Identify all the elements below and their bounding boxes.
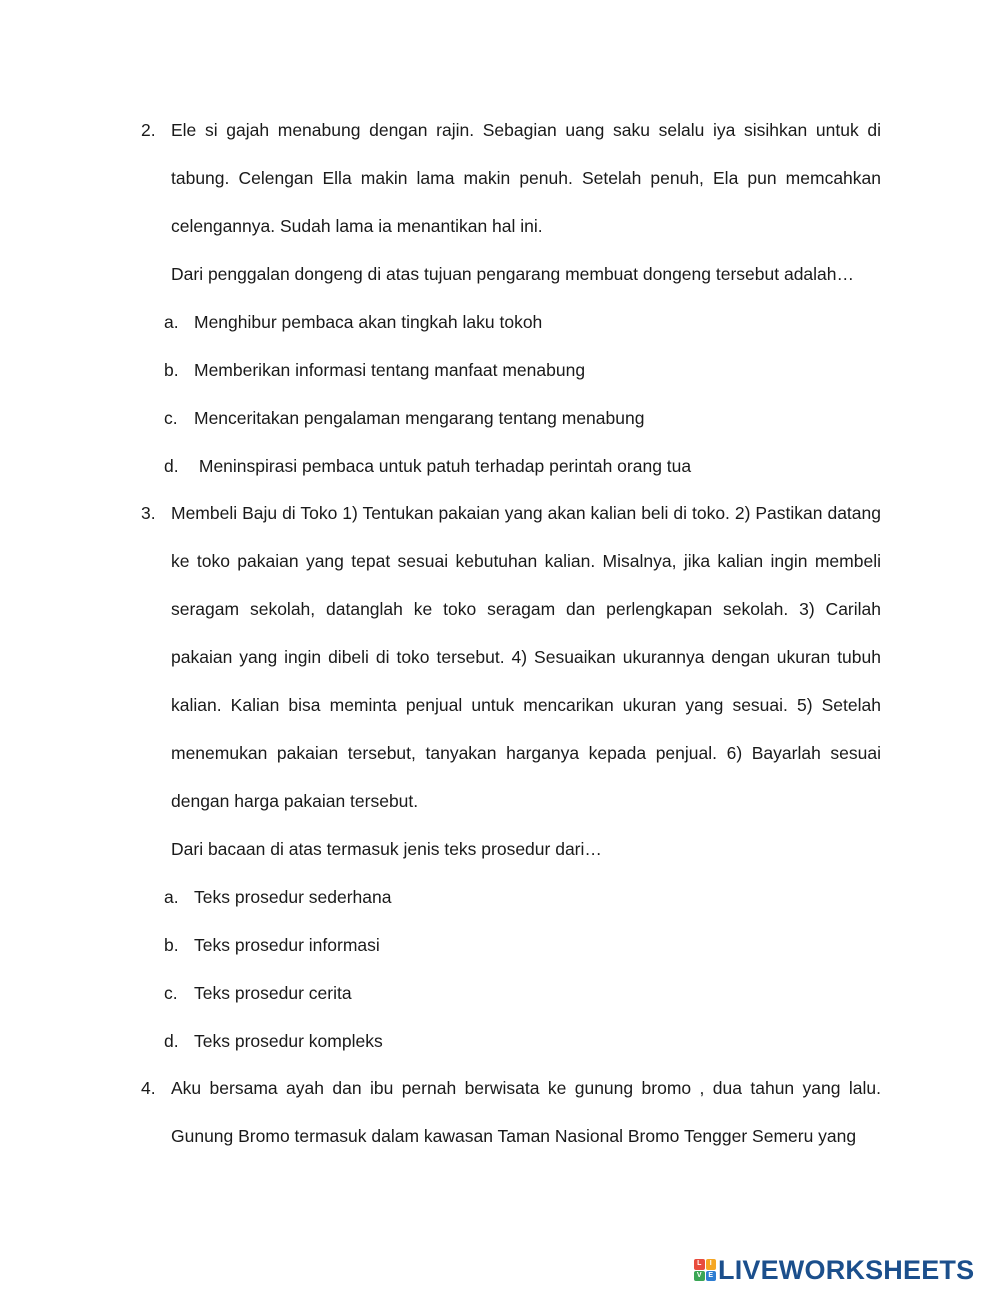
option-letter: c. bbox=[164, 408, 178, 428]
option-letter: d. bbox=[164, 456, 179, 476]
answer-option-d[interactable] bbox=[164, 442, 881, 490]
option-text: Teks prosedur cerita bbox=[194, 983, 352, 1003]
question-2 bbox=[141, 106, 881, 490]
option-letter: a. bbox=[164, 887, 179, 907]
option-letter: a. bbox=[164, 312, 179, 332]
answer-option-a[interactable] bbox=[164, 873, 881, 921]
answer-option-d[interactable] bbox=[164, 1017, 881, 1065]
answer-option-c[interactable] bbox=[164, 394, 881, 442]
option-text: Teks prosedur kompleks bbox=[194, 1031, 383, 1051]
question-number: 4. bbox=[141, 1078, 156, 1098]
option-letter: c. bbox=[164, 983, 178, 1003]
option-text: Menceritakan pengalaman mengarang tentang menabung bbox=[194, 408, 645, 428]
option-text: Menghibur pembaca akan tingkah laku tokoh bbox=[194, 312, 543, 332]
question-prompt: Dari penggalan dongeng di atas tujuan pengarang membuat dongeng tersebut adalah… bbox=[171, 264, 855, 284]
answer-options bbox=[164, 298, 881, 490]
option-letter: b. bbox=[164, 935, 179, 955]
question-passage: Ele si gajah menabung dengan rajin. Sebagian uang saku selalu iya sisihkan untuk di tabung. Celengan Ella makin lama makin penuh. Setelah penuh, Ela pun memcahkan celengannya. Sudah lama ia menantikan hal ini. bbox=[171, 120, 881, 236]
option-text: Meninspirasi pembaca untuk patuh terhadap perintah orang tua bbox=[194, 456, 692, 476]
answer-option-a[interactable] bbox=[164, 298, 881, 346]
logo-mark-cell: I bbox=[706, 1259, 717, 1270]
option-text: Memberikan informasi tentang manfaat menabung bbox=[194, 360, 586, 380]
answer-option-c[interactable] bbox=[164, 969, 881, 1017]
option-text: Teks prosedur informasi bbox=[194, 935, 380, 955]
logo-mark-cell: L bbox=[694, 1259, 705, 1270]
question-number: 3. bbox=[141, 503, 156, 523]
question-4 bbox=[141, 1064, 881, 1160]
question-passage: Membeli Baju di Toko 1) Tentukan pakaian yang akan kalian beli di toko. 2) Pastikan datang ke toko pakaian yang tepat sesuai kebutuhan kalian. Misalnya, jika kalian ingin membeli seragam sekolah, datanglah ke toko seragam dan perlengkapan sekolah. 3) Carilah pakaian yang ingin dibeli di toko tersebut. 4) Sesuaikan ukurannya dengan ukuran tubuh kalian. Kalian bisa meminta penjual untuk mencarikan ukuran yang sesuai. 5) Setelah menemukan pakaian tersebut, tanyakan harganya kepada penjual. 6) Bayarlah sesuai dengan harga pakaian tersebut. bbox=[171, 503, 881, 811]
liveworksheets-logo bbox=[694, 1252, 974, 1288]
question-3 bbox=[141, 489, 881, 1065]
logo-text: LIVEWORKSHEETS bbox=[718, 1255, 975, 1285]
answer-options bbox=[164, 873, 881, 1065]
logo-mark-icon bbox=[694, 1259, 716, 1281]
question-prompt: Dari bacaan di atas termasuk jenis teks prosedur dari… bbox=[171, 839, 602, 859]
option-letter: b. bbox=[164, 360, 179, 380]
answer-option-b[interactable] bbox=[164, 921, 881, 969]
question-passage: Aku bersama ayah dan ibu pernah berwisata ke gunung bromo , dua tahun yang lalu. Gunung Bromo termasuk dalam kawasan Taman Nasional Bromo Tengger Semeru yang bbox=[171, 1078, 881, 1146]
question-number: 2. bbox=[141, 120, 156, 140]
option-text: Teks prosedur sederhana bbox=[194, 887, 392, 907]
option-letter: d. bbox=[164, 1031, 179, 1051]
logo-mark-cell: V bbox=[694, 1271, 705, 1282]
answer-option-b[interactable] bbox=[164, 346, 881, 394]
logo-mark-cell: E bbox=[706, 1271, 717, 1282]
